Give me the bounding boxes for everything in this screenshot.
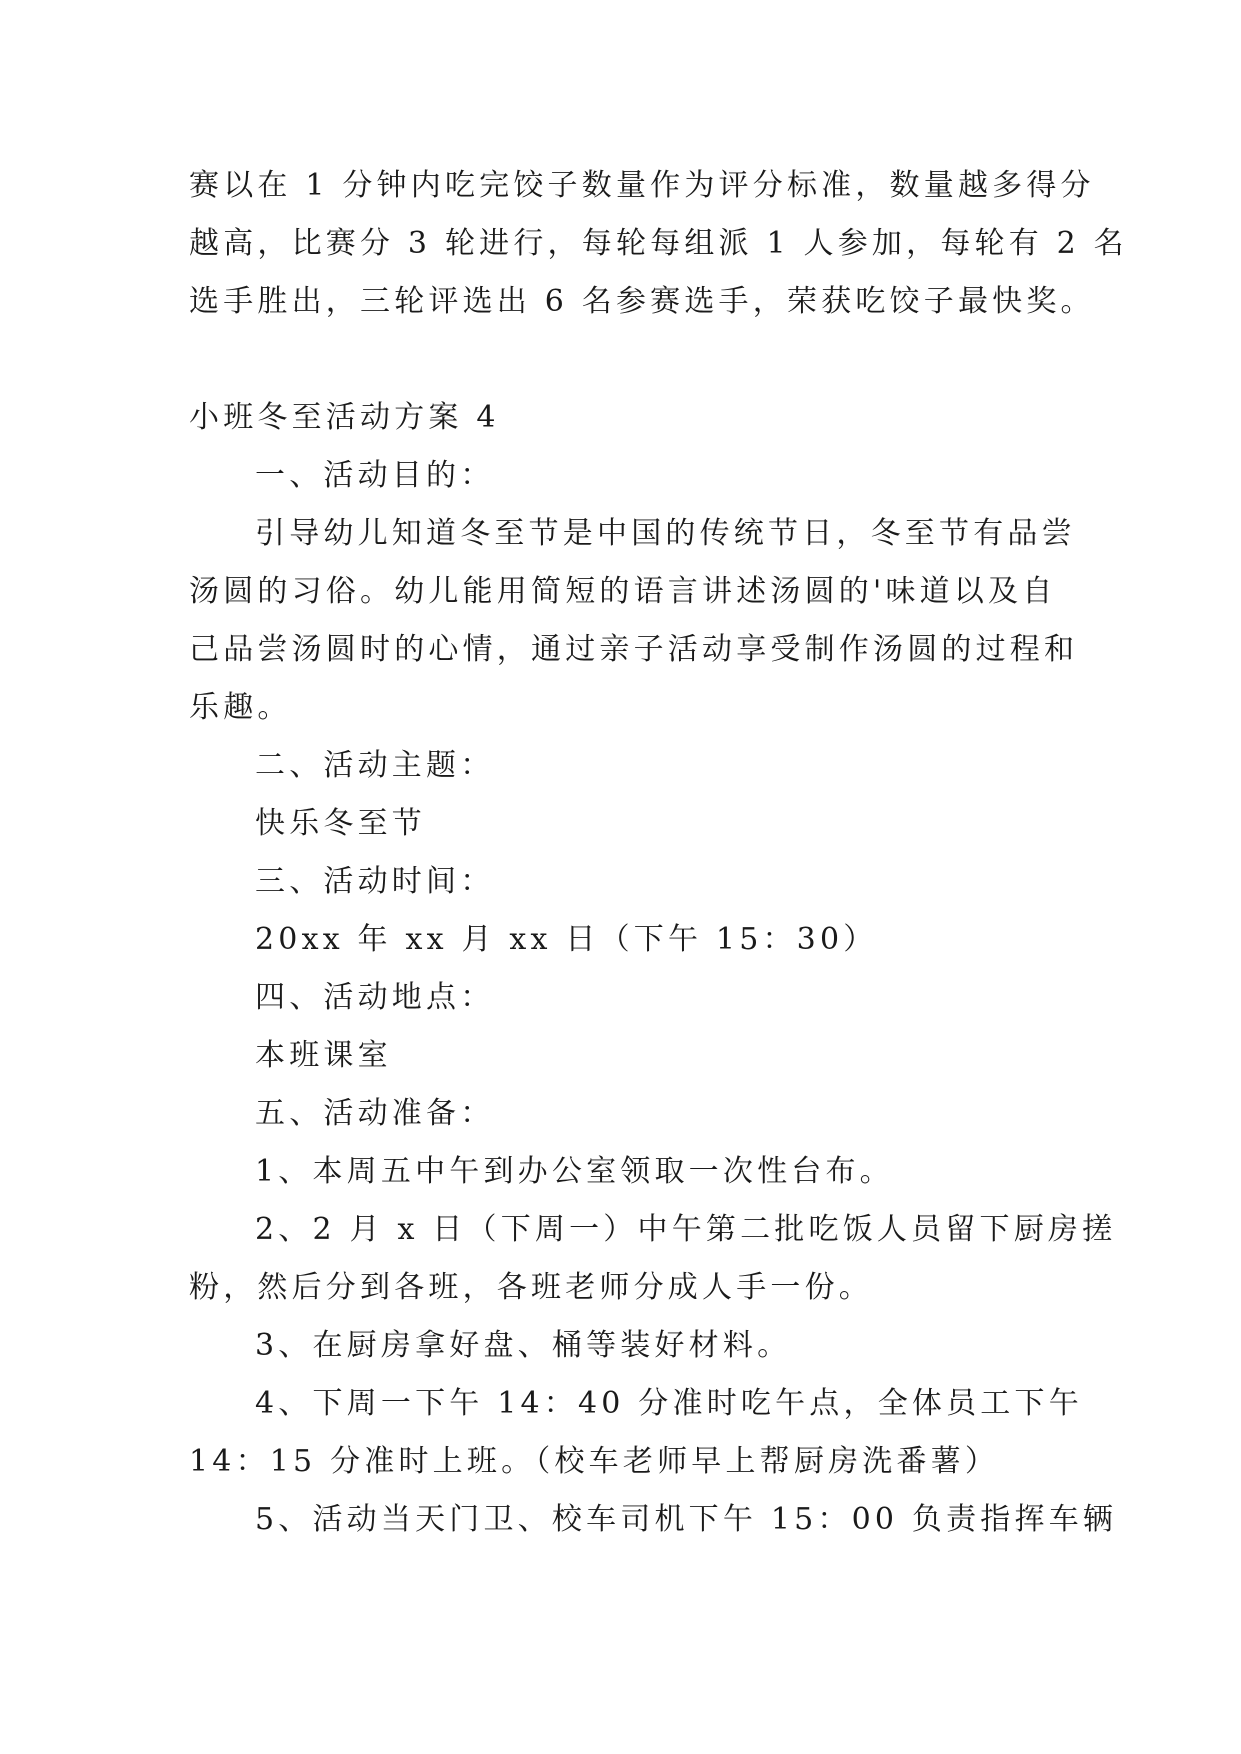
section-heading: 四、活动地点： [255,980,495,1015]
list-item: 1、本周五中午到办公室领取一次性台布。 [255,1154,894,1189]
list-item: 5、活动当天门卫、校车司机下午 15：00 负责指挥车辆 [255,1502,1118,1537]
list-item: 4、下周一下午 14：40 分准时吃午点，全体员工下午 [255,1386,1083,1421]
paragraph-line: 20xx 年 xx 月 xx 日（下午 15：30） [255,922,878,957]
paragraph-line: 快乐冬至节 [255,806,426,841]
paragraph-line: 越高，比赛分 3 轮进行，每轮每组派 1 人参加，每轮有 2 名 [189,226,1128,261]
list-item: 3、在厨房拿好盘、桶等装好材料。 [255,1328,792,1363]
paragraph-line: 14：15 分准时上班。（校车老师早上帮厨房洗番薯） [189,1444,1000,1479]
paragraph-line: 赛以在 1 分钟内吃完饺子数量作为评分标准，数量越多得分 [189,168,1095,203]
paragraph-line: 己品尝汤圆时的心情，通过亲子活动享受制作汤圆的过程和 [189,632,1079,667]
section-heading: 三、活动时间： [255,864,495,899]
paragraph-line: 本班课室 [255,1038,392,1073]
paragraph-line: 粉，然后分到各班，各班老师分成人手一份。 [189,1270,873,1305]
paragraph-line: 汤圆的习俗。幼儿能用简短的语言讲述汤圆的'味道以及自 [189,574,1057,609]
list-item: 2、2 月 x 日（下周一）中午第二批吃饭人员留下厨房搓 [255,1212,1117,1247]
section-heading: 一、活动目的： [255,458,495,493]
section-title: 小班冬至活动方案 4 [189,400,500,435]
paragraph-line: 引导幼儿知道冬至节是中国的传统节日，冬至节有品尝 [255,516,1076,551]
section-heading: 五、活动准备： [255,1096,495,1131]
paragraph-line: 选手胜出，三轮评选出 6 名参赛选手，荣获吃饺子最快奖。 [189,284,1095,319]
paragraph-line: 乐趣。 [189,690,292,725]
section-heading: 二、活动主题： [255,748,495,783]
